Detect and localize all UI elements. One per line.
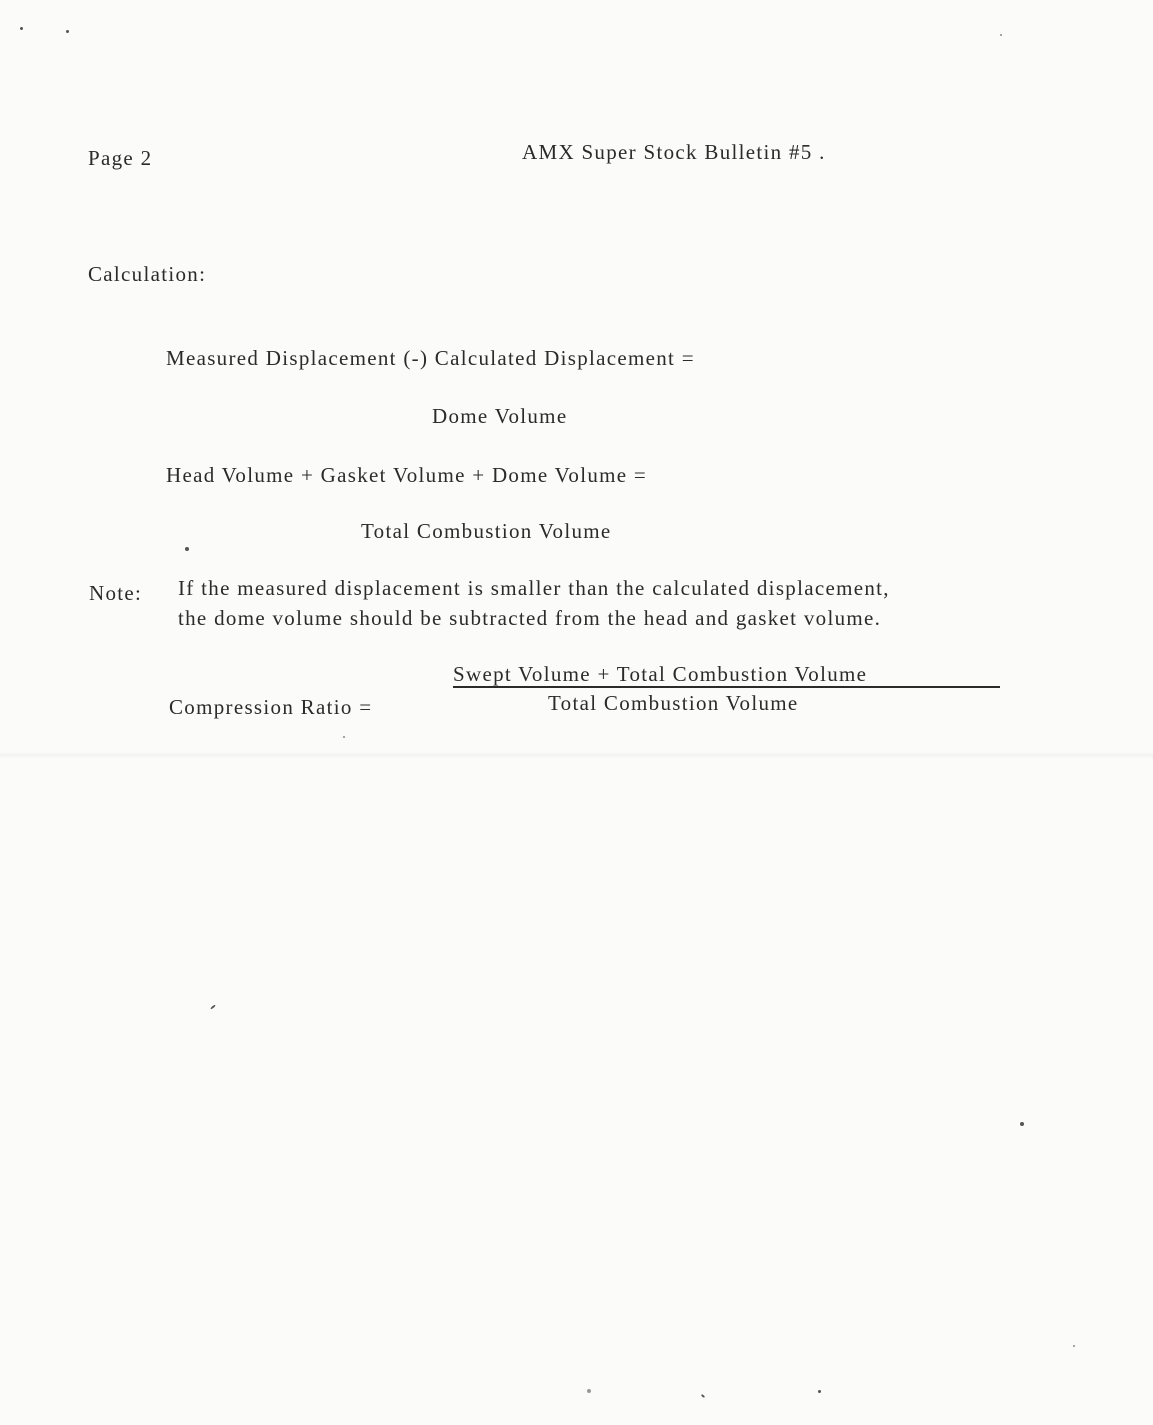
scan-speck	[20, 27, 23, 30]
calculation-heading: Calculation:	[88, 262, 207, 286]
compression-ratio-numerator: Swept Volume + Total Combustion Volume	[453, 662, 868, 686]
scan-speck	[818, 1390, 821, 1393]
bulletin-title: AMX Super Stock Bulletin #5 .	[522, 140, 826, 164]
scan-speck	[66, 30, 69, 33]
compression-ratio-denominator: Total Combustion Volume	[548, 691, 799, 715]
equation-1-result: Dome Volume	[432, 404, 568, 428]
equation-1-left-side: Measured Displacement (-) Calculated Displacement =	[166, 346, 695, 370]
scan-speck	[701, 1394, 705, 1398]
scan-speck	[1000, 34, 1002, 36]
paper-fold-shadow	[0, 752, 1153, 758]
equation-2-left-side: Head Volume + Gasket Volume + Dome Volume =	[166, 463, 648, 487]
scan-speck	[1073, 1345, 1075, 1347]
equation-2-result: Total Combustion Volume	[361, 519, 612, 543]
note-text-line-1: If the measured displacement is smaller than the calculated displacement,	[178, 576, 890, 600]
compression-ratio-label: Compression Ratio =	[169, 695, 373, 719]
scan-speck	[210, 1004, 216, 1009]
note-text-line-2: the dome volume should be subtracted from the head and gasket volume.	[178, 606, 882, 630]
scan-speck	[587, 1389, 591, 1393]
scan-speck	[343, 736, 345, 738]
fraction-bar	[453, 686, 1000, 688]
scan-speck	[1020, 1122, 1024, 1126]
note-label: Note:	[89, 581, 143, 605]
scan-speck	[185, 547, 189, 551]
page-number: Page 2	[88, 146, 153, 170]
